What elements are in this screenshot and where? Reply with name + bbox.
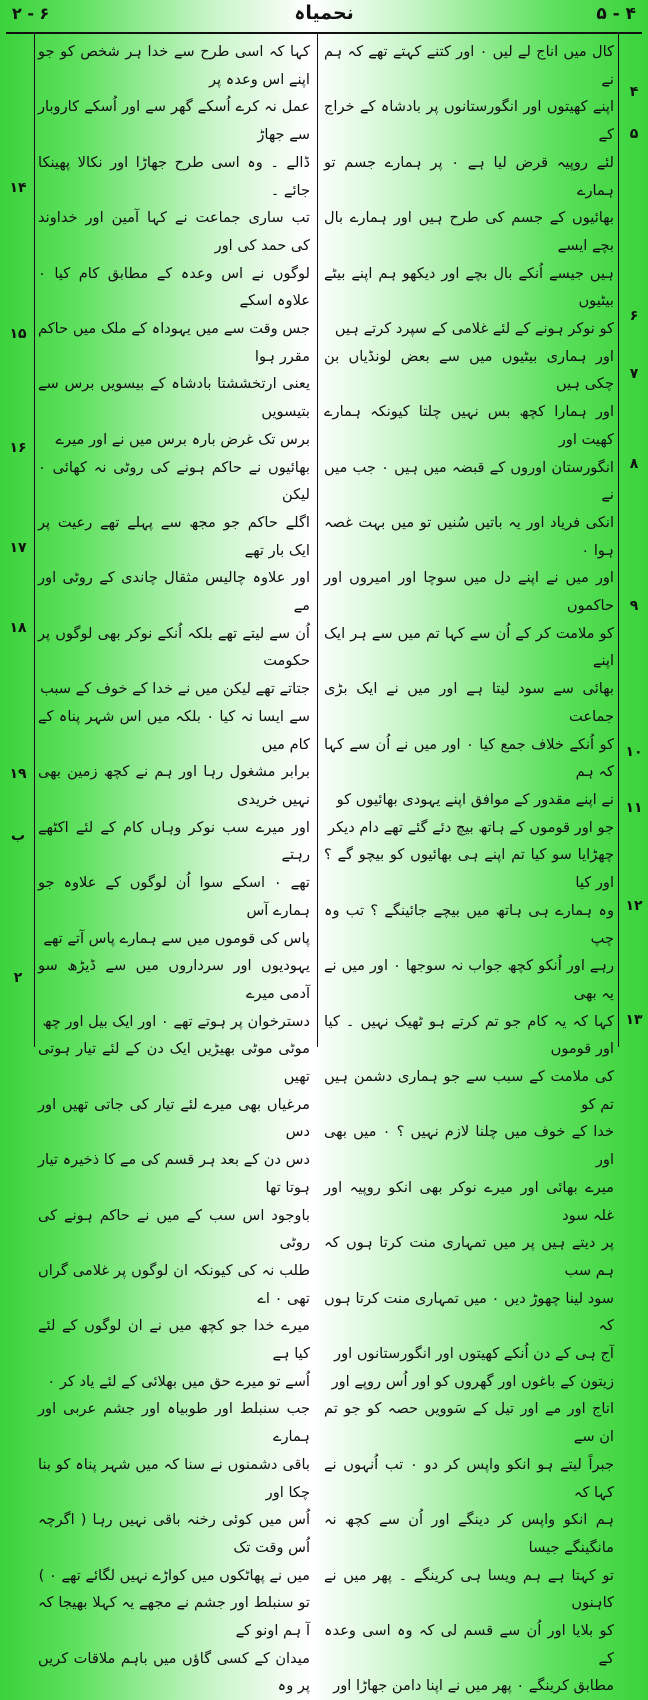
verse-number: ۱۰ [625,744,643,760]
verse-number: ۵ [629,126,639,142]
verse-number: ۴ [629,84,639,100]
center-column-rule [317,32,318,1047]
verse-number: ۱۵ [9,326,27,342]
verse-number: ب [10,828,26,844]
verse-number: ۲ [13,970,23,986]
verse-number: ۱۶ [9,440,27,456]
verse-number: ۱۸ [9,620,27,636]
verse-number: ۷ [629,366,639,382]
left-margin-rule [34,32,35,1047]
verse-number: ۱۷ [9,540,27,556]
right-margin-rule [618,32,619,1047]
verse-number: ۱۱ [625,800,643,816]
verse-number: ۶ [629,308,639,324]
verse-number: ۱۳ [625,1012,643,1028]
verse-number: ۹ [629,598,639,614]
left-text-column: کہا کہ اسی طرح سے خدا ہر شخص کو جو اپنے اس وعدہ پر عمل نہ کرے اُسکے گھر سے اور اُسکے کاروبار سے جھاڑ ڈالے ۔ وہ اسی طرح جھاڑا اور نکالا پھینکا جائے ۔ تب ساری جماعت نے کہا آمین اور خداوند کی حمد کی اور لوگوں نے اس وعدہ کے مطابق کام کیا ۰ علاوہ اسکے جس وقت سے میں یہوداہ کے ملک میں حاکم مقرر ہوا یعنی ارتخششتا بادشاہ کے بیسویں برس سے بتیسویں برس تک غرض بارہ برس میں نے اور میرے بھائیوں نے حاکم ہونے کی روٹی نہ کھائی ۰ لیکن اگلے حاکم جو مجھ سے پہلے تھے رعیت پر ایک بار تھے اور علاوہ چالیس مثقال چاندی کے روٹی اور مے اُن سے لیتے تھے بلکہ اُنکے نوکر بھی لوگوں پر حکومت جتاتے تھے لیکن میں نے خدا کے خوف کے سبب سے ایسا نہ کیا ۰ بلکہ میں اس شہر پناہ کے کام میں برابر مشغول رہا اور ہم نے کچھ زمین بھی نہیں خریدی اور میرے سب نوکر وہاں کام کے لئے اکٹھے رہتے تھے ۰ اسکے سوا اُن لوگوں کے علاوہ جو ہمارے آس پاس کی قوموں میں سے ہمارے پاس آتے تھے یہودیوں اور سرداروں میں سے ڈیڑھ سو آدمی میرے دسترخوان پر ہوتے تھے ۰ اور ایک بیل اور چھ موٹی موٹی بھیڑیں ایک دن کے لئے تیار ہوتی تھیں مرغیاں بھی میرے لئے تیار کی جاتی تھیں اور دس دس دن کے بعد ہر قسم کی مے کا ذخیرہ تیار ہوتا تھا باوجود اس سب کے میں نے حاکم ہونے کی روٹی طلب نہ کی کیونکہ ان لوگوں پر غلامی گراں تھی ۰ اے میرے خدا جو کچھ میں نے ان لوگوں کے لئے کیا ہے اُسے تو میرے حق میں بھلائی کے لئے یاد کر ۰ جب سنبلط اور طوبیاہ اور جشم عربی اور ہمارے باقی دشمنوں نے سنا کہ میں شہر پناہ کو بنا چکا اور اُس میں کوئی رخنہ باقی نہیں رہا ( اگرچہ اُس وقت تک میں نے پھاٹکوں میں کواڑے نہیں لگائے تھے ۰ ) تو سنبلط اور جشم نے مجھے یہ کہلا بھیجا کہ آ ہم اونو کے میدان کے کسی گاؤں میں باہم ملاقات کریں پر وہ [38,43,310,1695]
verse-number: ۸ [629,456,639,472]
verse-number: ۱۲ [625,898,643,914]
chapter-ref-left: ۲ - ۶ [12,4,50,23]
verse-number: ۱۹ [9,766,27,782]
chapter-ref-right: ۵ - ۴ [596,4,636,24]
verse-number: ۱۴ [9,180,27,196]
header-rule [6,32,642,34]
right-text-column: کال میں اناج لے لیں ۰ اور کتنے کہتے تھے کہ ہم نے اپنے کھیتوں اور انگورستانوں پر بادشاہ کے خراج کے لئے روپیہ قرض لیا ہے ۰ پر ہمارے جسم تو ہمارے بھائیوں کے جسم کی طرح ہیں اور ہمارے بال بچے ایسے ہیں جیسے اُنکے بال بچے اور دیکھو ہم اپنے بیٹے بیٹیوں کو نوکر ہونے کے لئے غلامی کے سپرد کرتے ہیں اور ہماری بیٹیوں میں سے بعض لونڈیاں بن چکی ہیں اور ہمارا کچھ بس نہیں چلتا کیونکہ ہمارے کھیت اور انگورستان اوروں کے قبضہ میں ہیں ۰ جب میں نے انکی فریاد اور یہ باتیں سُنیں تو میں بہت غصہ ہوا ۰ اور میں نے اپنے دل میں سوچا اور امیروں اور حاکموں کو ملامت کر کے اُن سے کہا تم میں سے ہر ایک اپنے بھائی سے سود لیتا ہے اور میں نے ایک بڑی جماعت کو اُنکے خلاف جمع کیا ۰ اور میں نے اُن سے کہا کہ ہم نے اپنے مقدور کے موافق اپنے یہودی بھائیوں کو جو اور قوموں کے ہاتھ بیچ دئے گئے تھے دام دیکر چھڑایا سو کیا تم اپنے ہی بھائیوں کو بیچو گے ؟ اور کیا وہ ہمارے ہی ہاتھ میں بیچے جائینگے ؟ تب وہ چپ رہے اور اُنکو کچھ جواب نہ سوجھا ۰ اور میں نے یہ بھی کہا کہ یہ کام جو تم کرتے ہو ٹھیک نہیں ۔ کیا اور قوموں کی ملامت کے سبب سے جو ہماری دشمن ہیں تم کو خدا کے خوف میں چلنا لازم نہیں ؟ ۰ میں بھی اور میرے بھائی اور میرے نوکر بھی انکو روپیہ اور غلہ سود پر دیتے ہیں پر میں تمہاری منت کرتا ہوں کہ ہم سب سود لینا چھوڑ دیں ۰ میں تمہاری منت کرتا ہوں کہ آج ہی کے دن اُنکے کھیتوں اور انگورستانوں اور زیتون کے باغوں اور گھروں کو اور اُس روپے اور اناج اور مے اور تیل کے سَوویں حصہ کو جو تم ان سے جبراً لیتے ہو انکو واپس کر دو ۰ تب اُنہوں نے کہا کہ ہم انکو واپس کر دینگے اور اُن سے کچھ نہ مانگینگے جیسا تو کہتا ہے ہم ویسا ہی کرینگے ۔ پھر میں نے کاہنوں کو بلایا اور اُن سے قسم لی کہ وہ اسی وعدہ کے مطابق کرینگے ۰ پھر میں نے اپنا دامن جھاڑا اور [324,43,615,1695]
book-title: نحمیاہ [294,2,354,24]
page-header [0,0,648,30]
